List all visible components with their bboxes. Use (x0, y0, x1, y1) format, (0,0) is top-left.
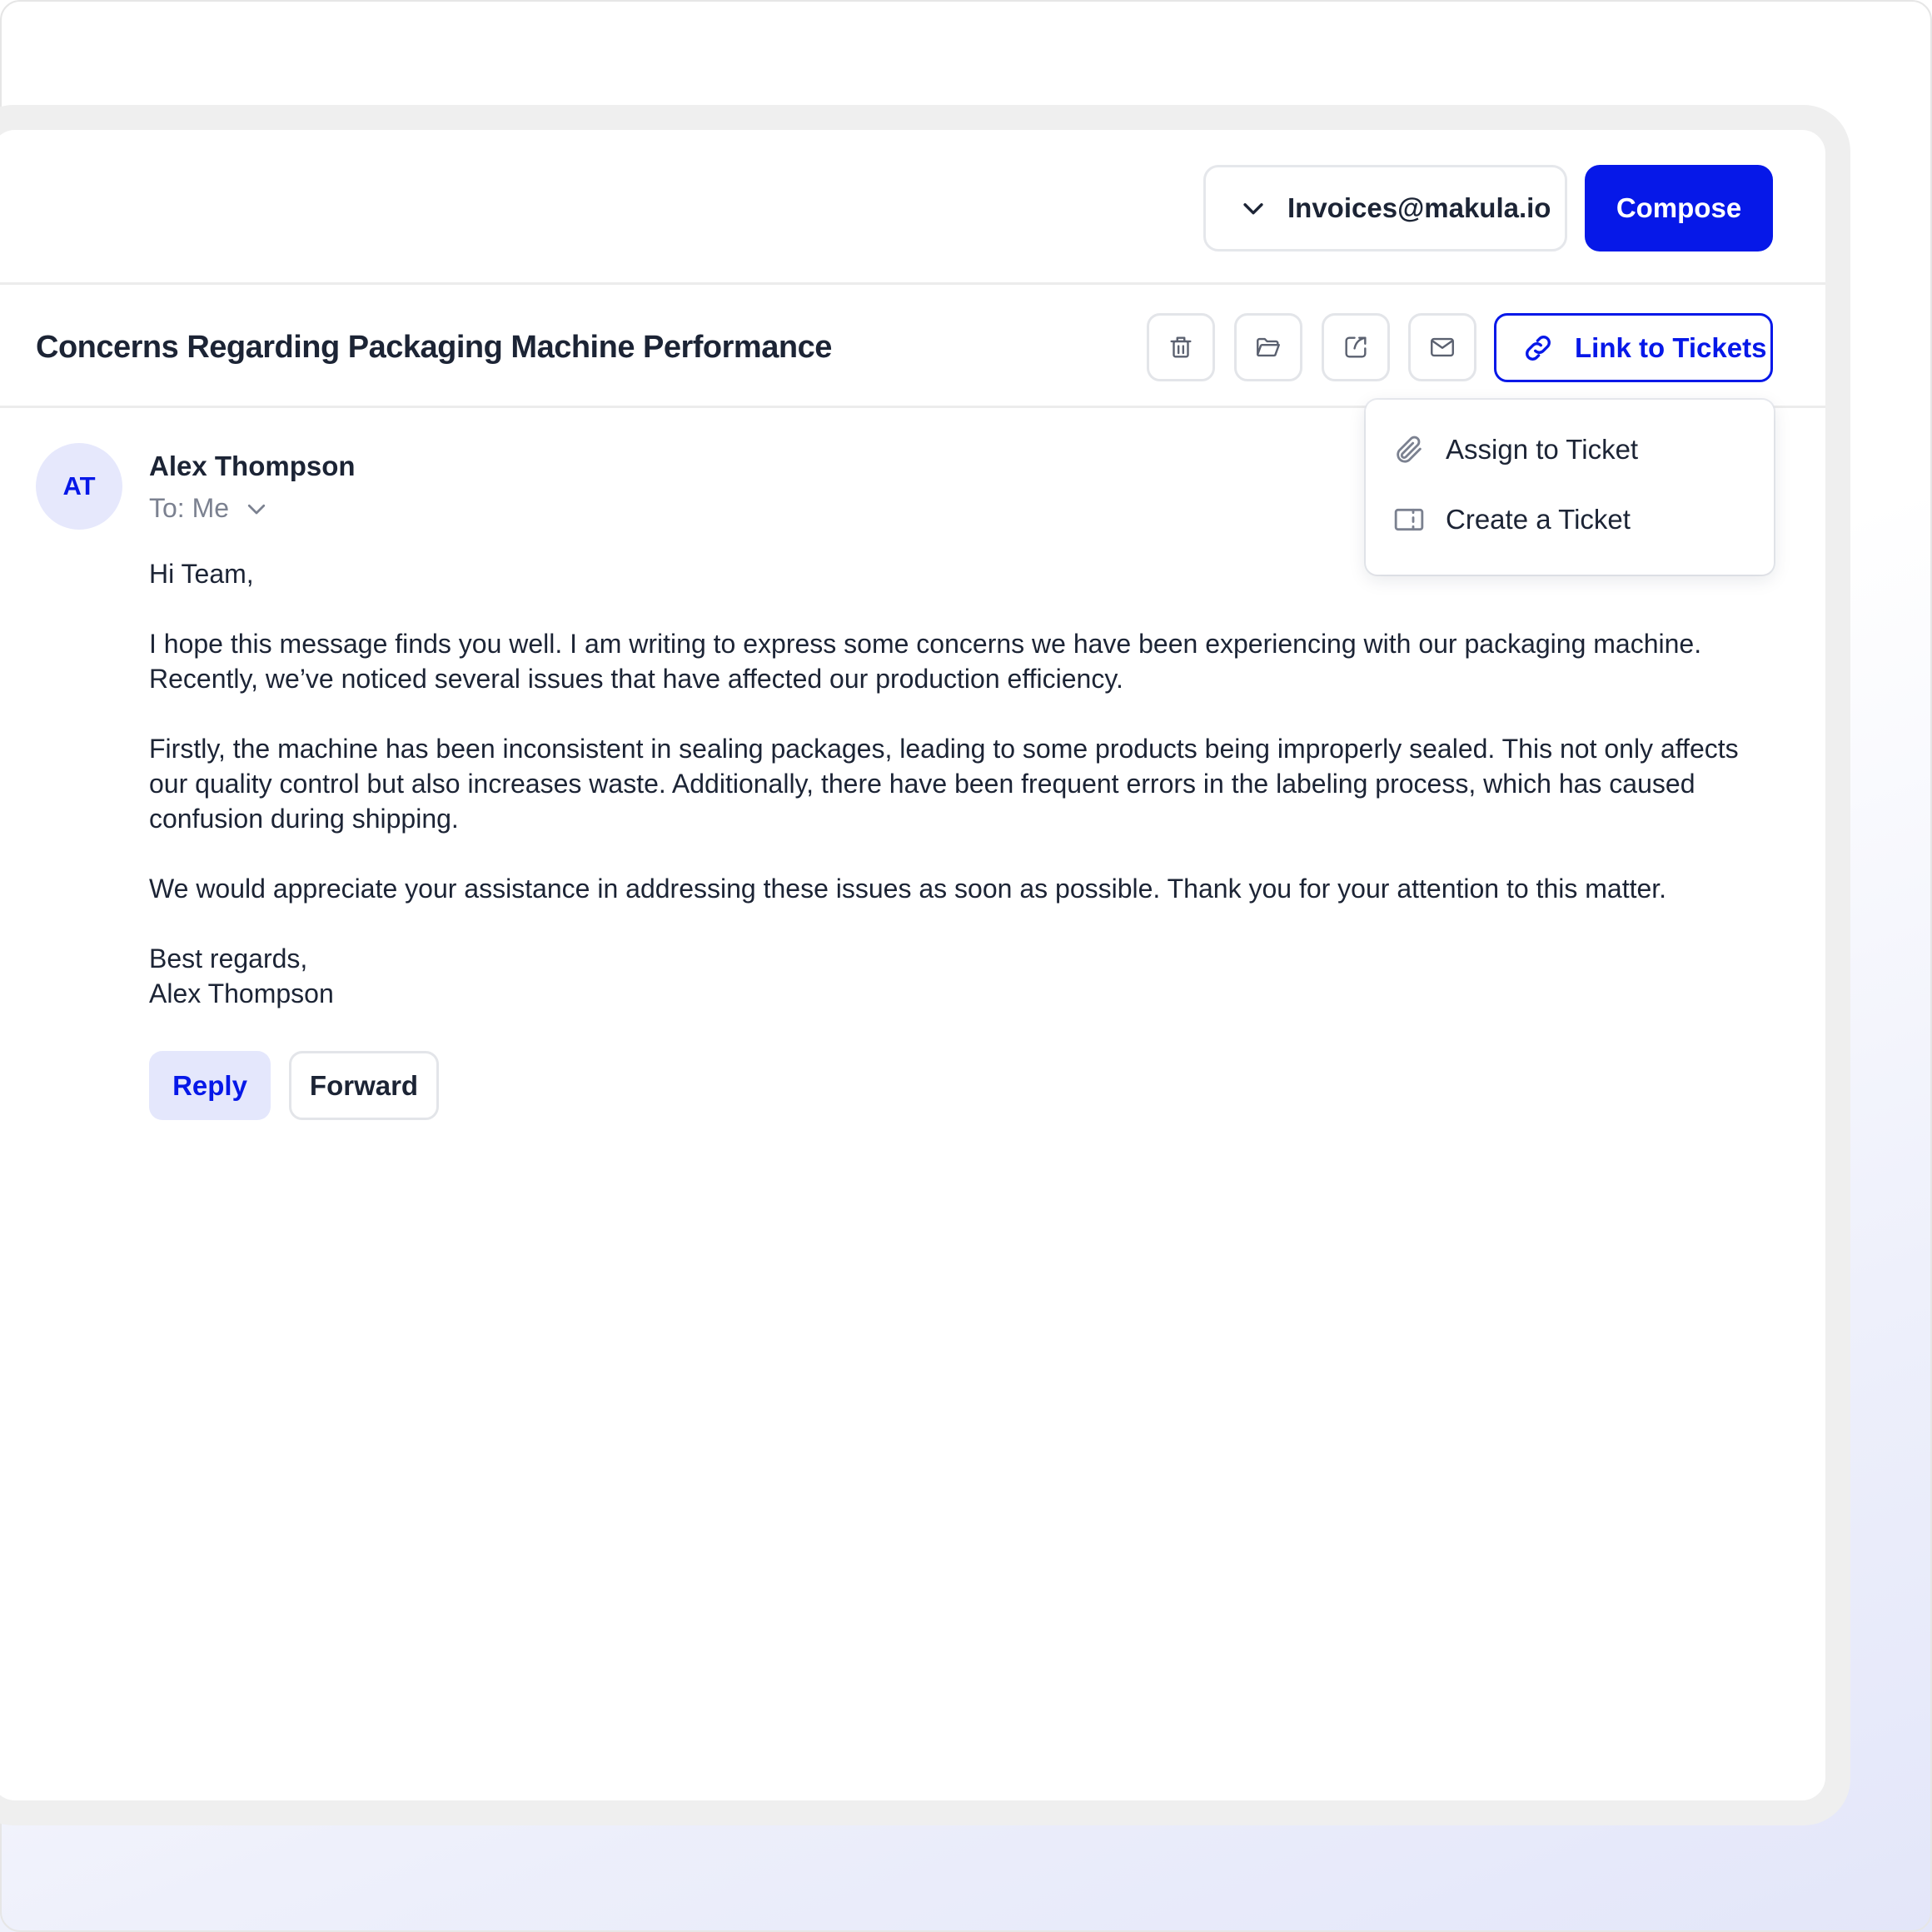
ticket-dropdown-menu (1366, 400, 1774, 575)
recipients-toggle[interactable] (149, 493, 269, 524)
body-paragraph: I hope this message finds you well. I am writing to express some concerns we have been experiencing with our packaging machine. Recently, we’ve noticed several issues that have affected our production efficiency. (149, 629, 1702, 694)
closing: Best regards, (149, 944, 308, 973)
signature: Alex Thompson (149, 978, 334, 1008)
forward-button[interactable]: Forward (289, 1051, 439, 1120)
link-icon (1521, 331, 1555, 365)
email-subject: Concerns Regarding Packaging Machine Performance (36, 330, 832, 365)
trash-icon (1167, 333, 1195, 361)
account-selector[interactable] (1203, 165, 1567, 251)
compose-button[interactable]: Compose (1585, 165, 1773, 251)
sender-name: Alex Thompson (149, 451, 356, 481)
paperclip-icon (1392, 433, 1426, 466)
folder-open-icon (1254, 333, 1282, 361)
menu-item-assign-to-ticket[interactable] (1366, 416, 1774, 483)
top-bar (0, 130, 1825, 285)
account-label: Invoices@makula.io (1287, 192, 1551, 223)
body-paragraph: We would appreciate your assistance in addressing these issues as soon as possible. Thank you for your attention to this matter. (149, 874, 1667, 904)
subject-bar (0, 287, 1825, 408)
reply-button[interactable]: Reply (149, 1051, 271, 1120)
email-body (149, 556, 1765, 1011)
greeting: Hi Team, (149, 559, 254, 589)
menu-item-create-a-ticket[interactable] (1366, 486, 1774, 553)
body-paragraph: Firstly, the machine has been inconsistent in sealing packages, leading to some products being improperly sealed. This not only affects our quality control but also increases waste. Additionally, there have been frequent errors in the labeling process, which has caused confusion during shipping. (149, 734, 1739, 834)
menu-item-label: Assign to Ticket (1446, 434, 1639, 465)
menu-item-label: Create a Ticket (1446, 504, 1631, 535)
chevron-down-icon (244, 496, 269, 521)
ticket-icon (1392, 503, 1426, 536)
email-window (0, 130, 1825, 1800)
move-to-folder-button[interactable] (1234, 313, 1302, 381)
mark-unread-button[interactable] (1408, 313, 1476, 381)
mail-icon (1428, 333, 1456, 361)
share-button[interactable] (1322, 313, 1390, 381)
chevron-down-icon (1239, 194, 1267, 222)
delete-button[interactable] (1147, 313, 1215, 381)
avatar: AT (36, 443, 122, 530)
link-to-tickets-label: Link to Tickets (1575, 331, 1767, 363)
recipients-label: To: Me (149, 493, 230, 523)
share-icon (1342, 333, 1370, 361)
link-to-tickets-button[interactable] (1494, 313, 1773, 382)
